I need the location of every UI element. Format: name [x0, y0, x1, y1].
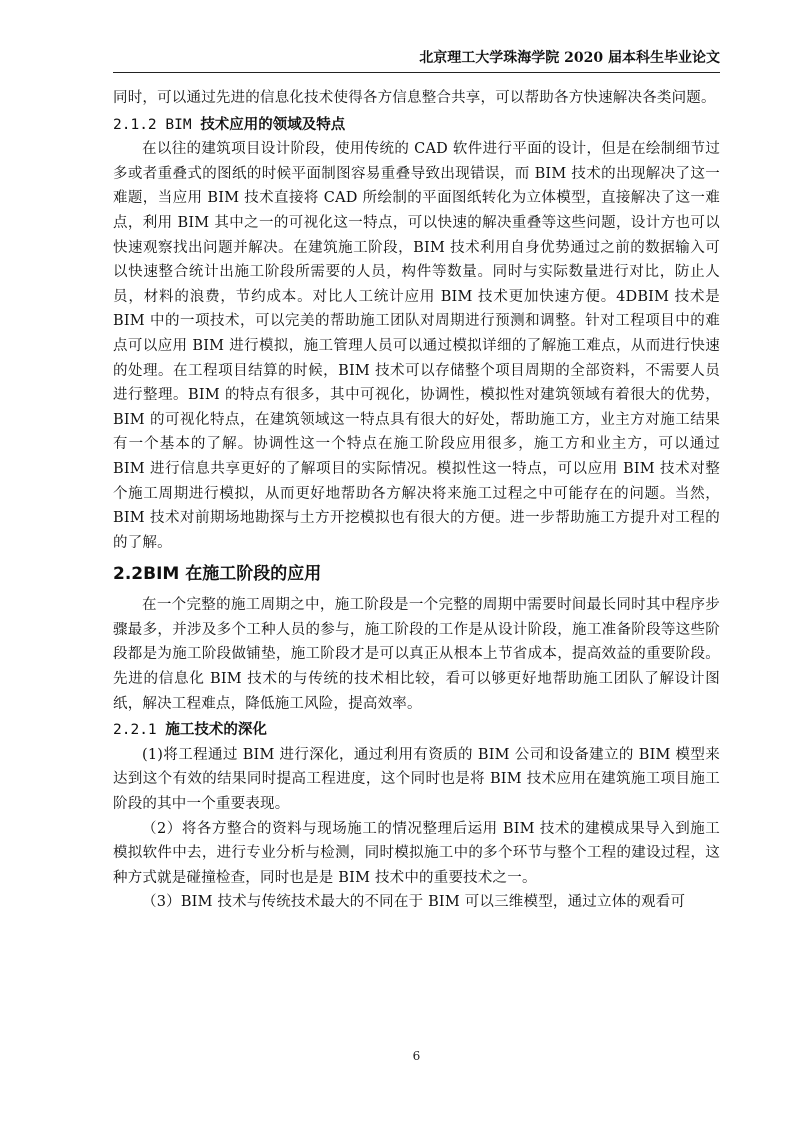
section-title: 施工技术的深化	[165, 722, 267, 739]
section-heading-2-2-1	[113, 718, 720, 743]
page-number: 6	[412, 1049, 421, 1063]
section-number: 2.2.1	[113, 722, 157, 739]
paragraph-item-3: （3）BIM 技术与传统技术最大的不同在于 BIM 可以三维模型，通过立体的观看可	[142, 894, 686, 911]
running-header: 北京理工大学珠海学院 2020 届本科生毕业论文	[419, 50, 720, 66]
body-text	[113, 86, 720, 915]
paragraph-bim-fields-features: 在以往的建筑项目设计阶段，使用传统的 CAD 软件进行平面的设计，但是在绘制细节过多或者重叠式的图纸的时候平面制图容易重叠导致出现错误，而 BIM 技术的出现解决了这一难题，当应用 BIM 技术直接将 CAD 所绘制的平面图纸转化为立体模型，直接解决了这一难点，利用 BIM 其中之一的可视化这一特点，可以快速的解决重叠等这些问题，设计方也可以快速观察找出问题并解决。在建筑施工阶段，BIM 技术利用自身优势通过之前的数据输入可以快速整合统计出施工阶段所需要的人员，构件等数量。同时与实际数量进行对比，防止人员，材料的浪费，节约成本。对比人工统计应用 BIM 技术更加快速方便。4DBIM 技术是 BIM 中的一项技术，可以完美的帮助施工团队对周期进行预测和调整。针对工程项目中的难点可以应用 BIM 进行模拟，施工管理人员可以通过模拟详细的了解施工难点，从而进行快速的处理。在工程项目结算的时候，BIM 技术可以存储整个项目周期的全部资料，不需要人员进行整理。BIM 的特点有很多，其中可视化，协调性，模拟性对建筑领域有着很大的优势，BIM 的可视化特点，在建筑领域这一特点具有很大的好处，帮助施工方，业主方对施工结果有一个基本的了解。协调性这一个特点在施工阶段应用很多，施工方和业主方，可以通过 BIM 进行信息共享更好的了解项目的实际情况。模拟性这一特点，可以应用 BIM 技术对整个施工周期进行模拟，从而更好地帮助各方解决将来施工过程之中可能存在的问题。当然，BIM 技术对前期场地勘探与土方开挖模拟也有很大的方便。进一步帮助施工方提升对工程的的了解。	[113, 141, 720, 551]
paragraph-item-1: (1)将工程通过 BIM 进行深化，通过利用有资质的 BIM 公司和设备建立的 BIM 模型来达到这个有效的结果同时提高工程进度，这个同时也是将 BIM 技术应用在建筑施工项目施工阶段的其中一个重要表现。	[113, 746, 720, 813]
header-rule	[113, 72, 720, 73]
section-heading-2-2: 2.2BIM 在施工阶段的应用	[113, 564, 322, 585]
section-title: 技术应用的领域及特点	[200, 116, 346, 133]
paragraph-construction-stage: 在一个完整的施工周期之中，施工阶段是一个完整的周期中需要时间最长同时其中程序步骤最多，并涉及多个工种人员的参与，施工阶段的工作是从设计阶段，施工准备阶段等这些阶段都是为施工阶段做铺垫，施工阶段才是可以真正从根本上节省成本，提高效益的重要阶段。先进的信息化 BIM 技术的与传统的技术相比较，看可以够更好地帮助施工团队了解设计图纸，解决工程难点，降低施工风险，提高效率。	[113, 597, 720, 712]
section-heading-2-1-2	[113, 113, 720, 138]
paragraph-continuation: 同时，可以通过先进的信息化技术使得各方信息整合共享，可以帮助各方快速解决各类问题。	[113, 90, 716, 106]
section-number: 2.1.2 BIM	[113, 116, 192, 133]
paragraph-item-2: （2）将各方整合的资料与现场施工的情况整理后运用 BIM 技术的建模成果导入到施工模拟软件中去，进行专业分析与检测，同时模拟施工中的多个环节与整个工程的建设过程，这种方式就是碰撞检查，同时也是是 BIM 技术中的重要技术之一。	[113, 820, 720, 886]
